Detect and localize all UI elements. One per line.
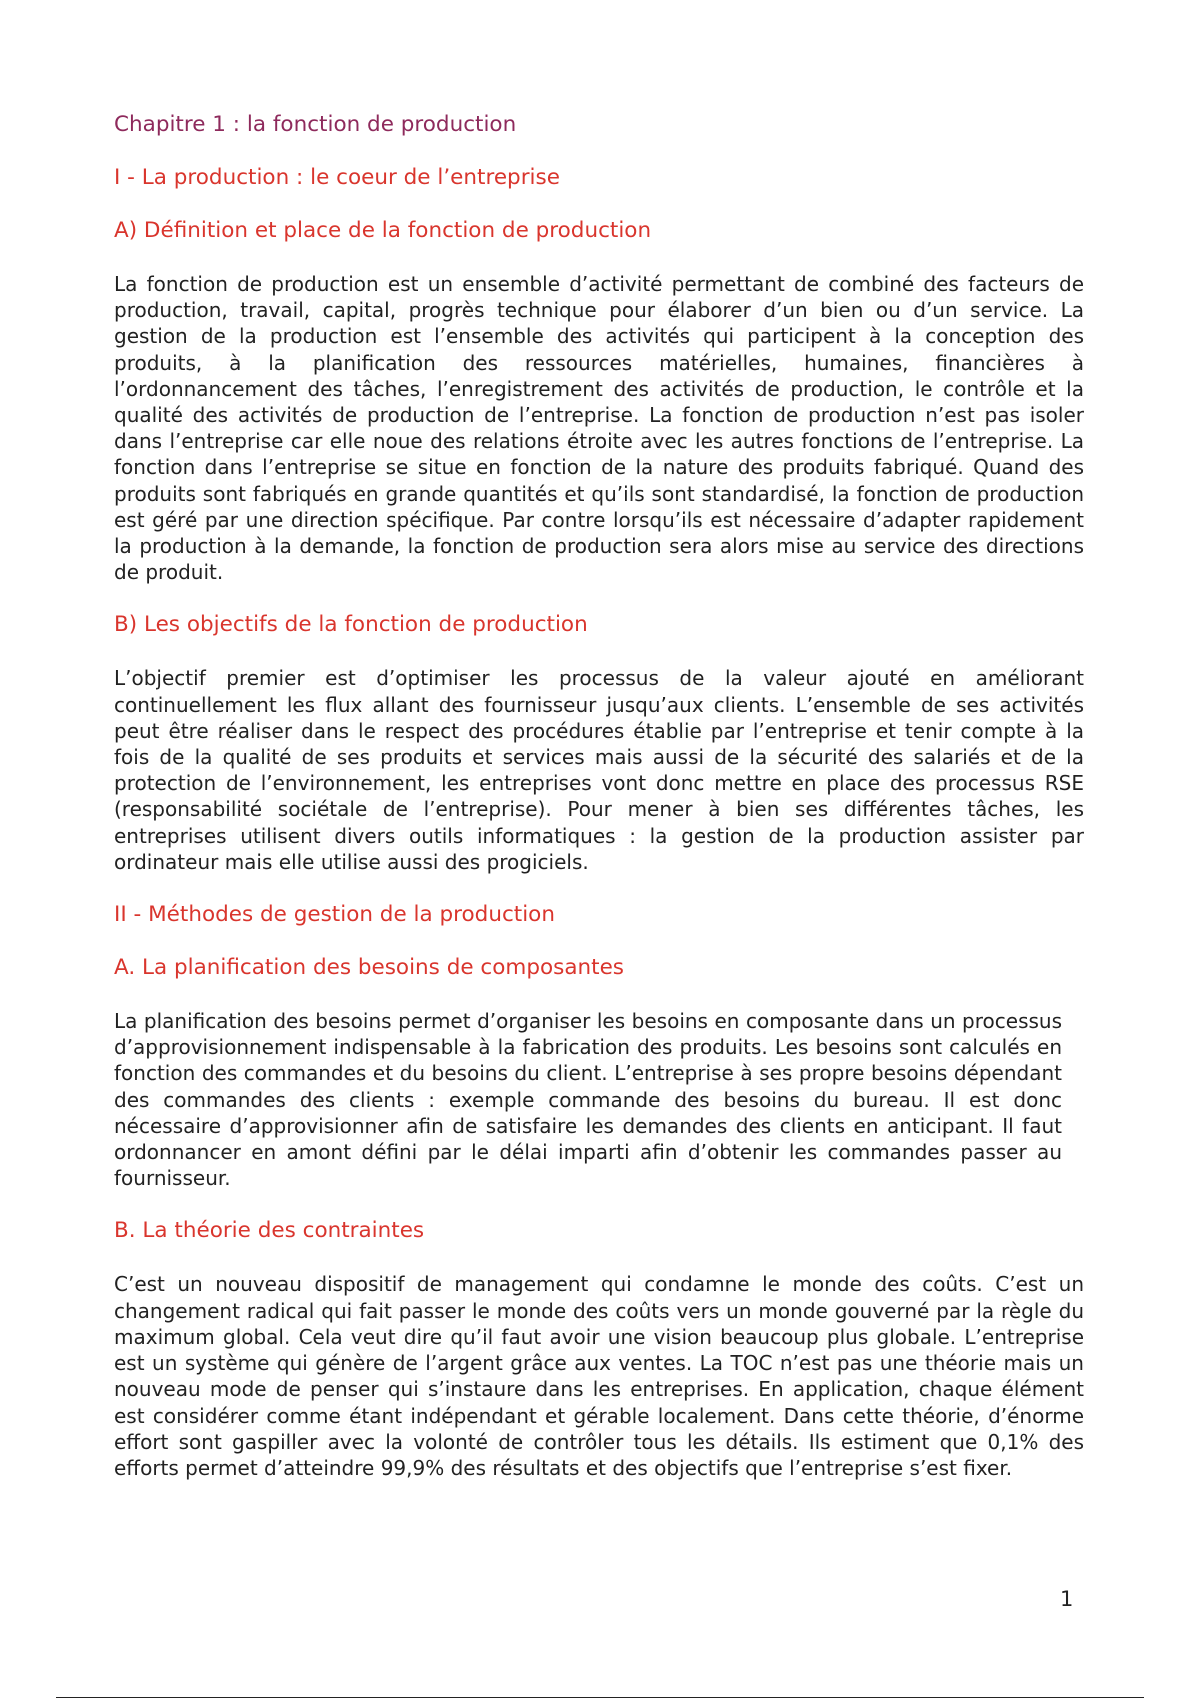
section-heading-1: I - La production : le coeur de l’entreprise (114, 165, 560, 190)
paragraph-1a: La fonction de production est un ensemble d’activité permettant de combiné des facteurs de production, travail, capital, progrès technique pour élaborer d’un bien ou d’un service. La gestion de la production est l’ensemble des activités qui participent à la conception des produits, à la planification des ressources matérielles, humaines, financières à l’ordonnancement des tâches, l’enregistrement des activités de production, le contrôle et la qualité des activités de production de l’entreprise. La fonction de production n’est pas isoler dans l’entreprise car elle noue des relations étroite avec les autres fonctions de l’entreprise. La fonction dans l’entreprise se situe en fonction de la nature des produits fabriqué. Quand des produits sont fabriqués en grande quantités et qu’ils sont standardisé, la fonction de production est géré par une direction spécifique. Par contre lorsqu’ils est nécessaire d’adapter rapidement la production à la demande, la fonction de production sera alors mise au service des directions de produit. (114, 272, 1084, 585)
subsection-heading-1b: B) Les objectifs de la fonction de production (114, 612, 588, 638)
subsection-heading-1a: A) Définition et place de la fonction de production (114, 218, 652, 243)
section-heading-2: II - Méthodes de gestion de la production (114, 902, 555, 928)
subsection-heading-2a: A. La planification des besoins de composantes (114, 955, 625, 981)
chapter-title: Chapitre 1 : la fonction de production (114, 112, 517, 137)
document-page (114, 112, 1084, 1508)
footer-divider (56, 1697, 1144, 1698)
paragraph-2b: C’est un nouveau dispositif de management qui condamne le monde des coûts. C’est un changement radical qui fait passer le monde des coûts vers un monde gouverné par la règle du maximum global. Cela veut dire qu’il faut avoir une vision beaucoup plus globale. L’entreprise est un système qui génère de l’argent grâce aux ventes. La TOC n’est pas une théorie mais un nouveau mode de penser qui s’instaure dans les entreprises. En application, chaque élément est considérer comme étant indépendant et gérable localement. Dans cette théorie, d’énorme effort sont gaspiller avec la volonté de contrôler tous les détails. Ils estiment que 0,1% des efforts permet d’atteindre 99,9% des résultats et des objectifs que l’entreprise s’est fixer. (114, 1272, 1084, 1480)
page-number: 1 (1060, 1587, 1074, 1611)
subsection-heading-2b: B. La théorie des contraintes (114, 1218, 425, 1244)
paragraph-1b: L’objectif premier est d’optimiser les processus de la valeur ajouté en améliorant continuellement les flux allant des fournisseur jusqu’aux clients. L’ensemble de ses activités peut être réaliser dans le respect des procédures établie par l’entreprise et tenir compte à la fois de la qualité de ses produits et services mais aussi de la sécurité des salariés et de la protection de l’environnement, les entreprises vont donc mettre en place des processus RSE (responsabilité sociétale de l’entreprise). Pour mener à bien ses différentes tâches, les entreprises utilisent divers outils informatiques : la gestion de la production assister par ordinateur mais elle utilise aussi des progiciels. (114, 666, 1084, 874)
paragraph-2a: La planification des besoins permet d’organiser les besoins en composante dans un processus d’approvisionnement indispensable à la fabrication des produits. Les besoins sont calculés en fonction des commandes et du besoins du client. L’entreprise à ses propre besoins dépendant des commandes des clients : exemple commande des besoins du bureau. Il est donc nécessaire d’approvisionner afin de satisfaire les demandes des clients en anticipant. Il faut ordonnancer en amont défini par le délai imparti afin d’obtenir les commandes passer au fournisseur. (114, 1009, 1062, 1191)
